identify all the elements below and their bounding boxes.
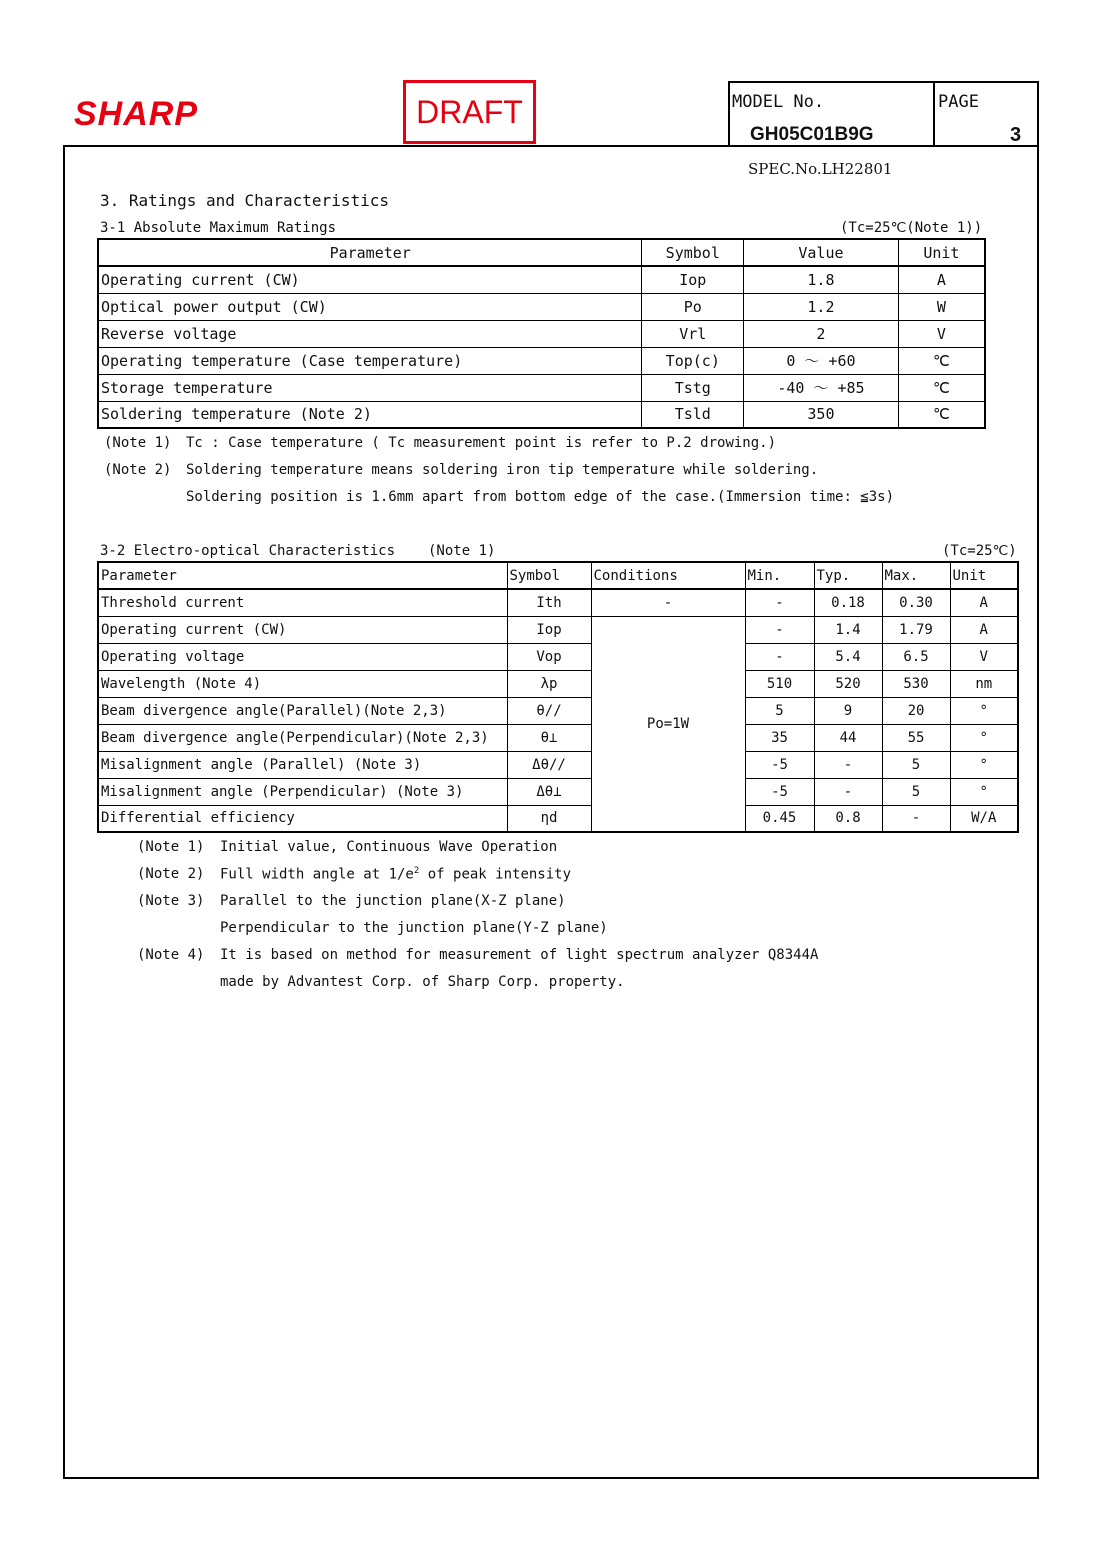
cell-value: 2	[744, 320, 899, 347]
cell-parameter: Operating current (CW)	[98, 266, 642, 293]
cell-max: 6.5	[882, 643, 950, 670]
header-cell: Unit	[950, 562, 1018, 589]
eo-note-text-part: Full width angle at 1/e	[220, 866, 414, 883]
cell-unit: ℃	[898, 374, 985, 401]
cell-min: 35	[745, 724, 814, 751]
cell-symbol: Ith	[507, 589, 591, 616]
cell-unit: A	[898, 266, 985, 293]
cell-parameter: Storage temperature	[98, 374, 642, 401]
header-cell: Typ.	[814, 562, 882, 589]
page-label: PAGE	[938, 92, 979, 112]
eo-note-text: Initial value, Continuous Wave Operation	[220, 839, 558, 855]
cell-unit: A	[950, 589, 1018, 616]
table-row	[98, 266, 985, 293]
header-cell: Max.	[882, 562, 950, 589]
table-row	[98, 293, 985, 320]
cell-parameter: Operating current (CW)	[98, 616, 507, 643]
cell-min: 5	[745, 697, 814, 724]
abs-note-2-cont: Soldering position is 1.6mm apart from bottom edge of the case.(Immersion time: ≦3s)	[186, 489, 895, 505]
abs-note-2-text: Soldering temperature means soldering iron tip temperature while soldering.	[186, 462, 819, 478]
table-row	[98, 347, 985, 374]
model-number: GH05C01B9G	[750, 124, 874, 145]
eo-note-tag: (Note 3)	[137, 893, 205, 909]
cell-unit: V	[898, 320, 985, 347]
cell-parameter: Operating voltage	[98, 643, 507, 670]
eo-note-superscript: 2	[413, 866, 420, 876]
table-row	[98, 374, 985, 401]
cell-min: -	[745, 643, 814, 670]
electro-optical-condition: (Tc=25℃)	[942, 543, 1017, 559]
cell-max: 5	[882, 778, 950, 805]
abs-note-1-tag: (Note 1)	[104, 435, 172, 451]
cell-typ: -	[814, 778, 882, 805]
cell-typ: 520	[814, 670, 882, 697]
cell-parameter: Optical power output (CW)	[98, 293, 642, 320]
cell-min: -5	[745, 778, 814, 805]
cell-min: -	[745, 589, 814, 616]
cell-unit: °	[950, 724, 1018, 751]
eo-note-tag: (Note 4)	[137, 947, 205, 963]
cell-symbol: Δθ//	[507, 751, 591, 778]
table-row	[98, 778, 1018, 805]
table-row	[98, 724, 1018, 751]
cell-value: 1.8	[744, 266, 899, 293]
cell-parameter: Beam divergence angle(Parallel)(Note 2,3)	[98, 697, 507, 724]
cell-symbol: Vrl	[642, 320, 744, 347]
table-row	[98, 805, 1018, 832]
cell-conditions: -	[591, 589, 745, 616]
cell-unit: °	[950, 697, 1018, 724]
cell-value: 0 ～ +60	[744, 347, 899, 374]
eo-note-text: Parallel to the junction plane(X-Z plane)	[220, 893, 566, 909]
cell-symbol: λp	[507, 670, 591, 697]
cell-conditions-merged: Po=1W	[591, 616, 745, 832]
cell-max: 1.79	[882, 616, 950, 643]
eo-note-text: It is based on method for measurement of light spectrum analyzer Q8344A	[220, 947, 819, 963]
cell-typ: 0.18	[814, 589, 882, 616]
cell-typ: 44	[814, 724, 882, 751]
cell-symbol: Δθ⊥	[507, 778, 591, 805]
cell-unit: °	[950, 751, 1018, 778]
draft-stamp: DRAFT	[403, 80, 536, 144]
eo-note-tag: (Note 1)	[137, 839, 205, 855]
table-header-row	[98, 239, 985, 266]
header-cell: Symbol	[642, 239, 744, 266]
header-cell: Parameter	[98, 239, 642, 266]
table-row	[98, 751, 1018, 778]
cell-typ: 1.4	[814, 616, 882, 643]
cell-typ: 9	[814, 697, 882, 724]
cell-symbol: Tstg	[642, 374, 744, 401]
header-cell: Unit	[898, 239, 985, 266]
cell-symbol: Vop	[507, 643, 591, 670]
electro-optical-title-note: (Note 1)	[428, 543, 496, 559]
cell-value: 1.2	[744, 293, 899, 320]
cell-parameter: Misalignment angle (Perpendicular) (Note 3)	[98, 778, 507, 805]
model-label: MODEL No.	[732, 92, 825, 112]
abs-note-1-text: Tc : Case temperature ( Tc measurement point is refer to P.2 drowing.)	[186, 435, 777, 451]
cell-parameter: Differential efficiency	[98, 805, 507, 832]
table-row	[98, 643, 1018, 670]
cell-value: -40 ～ +85	[744, 374, 899, 401]
table-row	[98, 320, 985, 347]
cell-symbol: Iop	[507, 616, 591, 643]
cell-unit: nm	[950, 670, 1018, 697]
cell-max: -	[882, 805, 950, 832]
cell-parameter: Misalignment angle (Parallel) (Note 3)	[98, 751, 507, 778]
model-page-divider	[933, 81, 935, 147]
cell-parameter: Threshold current	[98, 589, 507, 616]
header-cell: Conditions	[591, 562, 745, 589]
table-row	[98, 616, 1018, 643]
cell-value: 350	[744, 401, 899, 428]
eo-note-text-part: of peak intensity	[419, 866, 572, 883]
cell-symbol: Tsld	[642, 401, 744, 428]
eo-note-tag: (Note 2)	[137, 866, 205, 882]
table-row	[98, 401, 985, 428]
absolute-max-title: 3-1 Absolute Maximum Ratings	[100, 220, 337, 236]
page-number: 3	[1010, 124, 1022, 146]
cell-parameter: Soldering temperature (Note 2)	[98, 401, 642, 428]
header-cell: Value	[744, 239, 899, 266]
electro-optical-title: 3-2 Electro-optical Characteristics	[100, 543, 396, 559]
cell-max: 0.30	[882, 589, 950, 616]
table-row	[98, 589, 1018, 616]
cell-max: 530	[882, 670, 950, 697]
cell-min: -5	[745, 751, 814, 778]
cell-parameter: Beam divergence angle(Perpendicular)(Note 2,3)	[98, 724, 507, 751]
table-row	[98, 670, 1018, 697]
cell-min: 0.45	[745, 805, 814, 832]
cell-unit: ℃	[898, 347, 985, 374]
cell-symbol: θ//	[507, 697, 591, 724]
cell-parameter: Operating temperature (Case temperature)	[98, 347, 642, 374]
cell-unit: V	[950, 643, 1018, 670]
cell-typ: 0.8	[814, 805, 882, 832]
cell-symbol: θ⊥	[507, 724, 591, 751]
header-cell: Min.	[745, 562, 814, 589]
cell-symbol: Iop	[642, 266, 744, 293]
table-header-row	[98, 562, 1018, 589]
table-row	[98, 697, 1018, 724]
cell-unit: °	[950, 778, 1018, 805]
electro-optical-table	[97, 561, 1019, 833]
abs-note-2-tag: (Note 2)	[104, 462, 172, 478]
spec-number: SPEC.No.LH22801	[748, 160, 893, 178]
cell-unit: W/A	[950, 805, 1018, 832]
cell-max: 5	[882, 751, 950, 778]
cell-min: 510	[745, 670, 814, 697]
eo-note-text	[220, 866, 571, 883]
absolute-max-table	[97, 238, 986, 429]
section-title: 3. Ratings and Characteristics	[100, 191, 389, 210]
cell-unit: ℃	[898, 401, 985, 428]
absolute-max-condition: (Tc=25℃(Note 1))	[840, 220, 983, 236]
cell-unit: W	[898, 293, 985, 320]
cell-min: -	[745, 616, 814, 643]
cell-unit: A	[950, 616, 1018, 643]
cell-parameter: Wavelength (Note 4)	[98, 670, 507, 697]
cell-symbol: ηd	[507, 805, 591, 832]
header-cell: Symbol	[507, 562, 591, 589]
header-cell: Parameter	[98, 562, 507, 589]
cell-typ: 5.4	[814, 643, 882, 670]
cell-typ: -	[814, 751, 882, 778]
cell-symbol: Top(c)	[642, 347, 744, 374]
sharp-logo: SHARP	[74, 95, 199, 133]
cell-max: 20	[882, 697, 950, 724]
eo-note-text: Perpendicular to the junction plane(Y-Z plane)	[220, 920, 608, 936]
cell-symbol: Po	[642, 293, 744, 320]
cell-max: 55	[882, 724, 950, 751]
cell-parameter: Reverse voltage	[98, 320, 642, 347]
eo-note-text: made by Advantest Corp. of Sharp Corp. property.	[220, 974, 625, 990]
